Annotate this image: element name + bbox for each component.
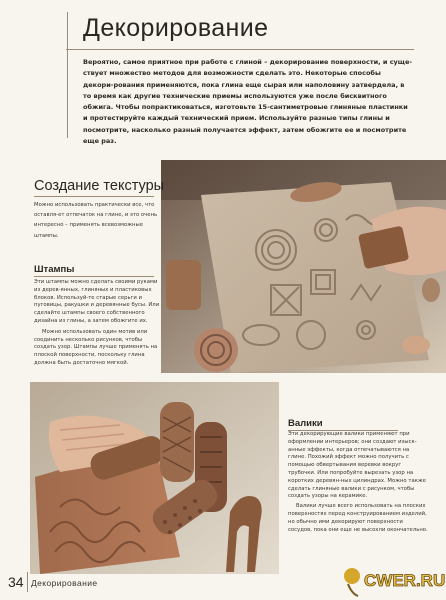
section-title: Создание текстуры [34,178,165,194]
rollers-photo [30,382,279,574]
stamps-paragraph-1: Эти штампы можно сделать своими руками из дерев-янных, глиняных и пластиковых блоков. Используй-те старые серьги и пуговицы, ракушки и деревянные бусы. Или сделайте штампы своего собственного дизайна из глины, а затем обожгите их. [34,279,160,324]
stamps-rule [34,276,154,277]
title-vertical-rule [67,12,68,138]
rollers-paragraph-2: Валики лучше всего использовать на плоских поверхностях перед конструированием изделий, но обычно ими декорируют поверхности сосудов, пока они еще не высохли окончательно. [288,503,428,533]
stamps-paragraph-2: Можно использовать один мотив или соединить несколько рисунков, чтобы создать узор. Штампы лучше применять на плоской поверхности, поскольку глина должна быть достаточно мягкой. [34,328,158,366]
footer-rule [27,572,28,592]
rollers-text [288,431,428,536]
section-paragraph: Можно использовать практически все, что оставля-ет отпечаток на глине, и это очень интересно – применять всевозможные штампы. [34,202,158,239]
intro-text: Вероятно, самое приятное при работе с глиной – декорирование поверхности, и суще-ствует множество методов для возможности сделать это. Некоторые способы декори-рования применяются, пока глина еще сырая или наполовину затвердела, в то время как другие технические приемы используются уже после бисквитного обжига. Чтобы попрактиковаться, изготовьте 15-сантиметровые глиняные пластинки и протестируйте каждый технический прием. Используйте разные типы глины и посмотрите, насколько разный получается эффект, затем обожгите ее и посмотрите еще раз. [83,58,413,146]
stamps-photo-illustration [161,160,446,373]
cwer-watermark-logo [340,556,446,600]
footer-section-label: Декорирование [31,578,98,588]
section-text [34,200,160,241]
section-rule [34,196,154,197]
watermark-graphic [340,556,446,600]
intro-paragraph [83,57,413,147]
title-rule [66,49,414,50]
stamps-heading: Штампы [34,264,75,275]
rollers-photo-illustration [30,382,279,574]
stamps-photo [161,160,446,373]
rollers-heading: Валики [288,418,323,429]
rollers-paragraph-1: Эти декорирующие валики применяют при оформлении интерьеров; они создают изыск-анные эффекты, когда отпечатываются на глине. Похожий эффект можно получить с помощью обвертывания веревки вокруг трубочки. Или попробуйте вырезать узор на коротких деревян-ных цилиндрах. Можно также сделать глиняные валики с рисунком, чтобы создать узоры на керамике. [288,431,426,500]
svg-text:CWER.RU: CWER.RU [364,571,446,590]
page-number: 34 [8,574,24,590]
page-title: Декорирование [83,14,269,42]
stamps-text [34,279,162,371]
